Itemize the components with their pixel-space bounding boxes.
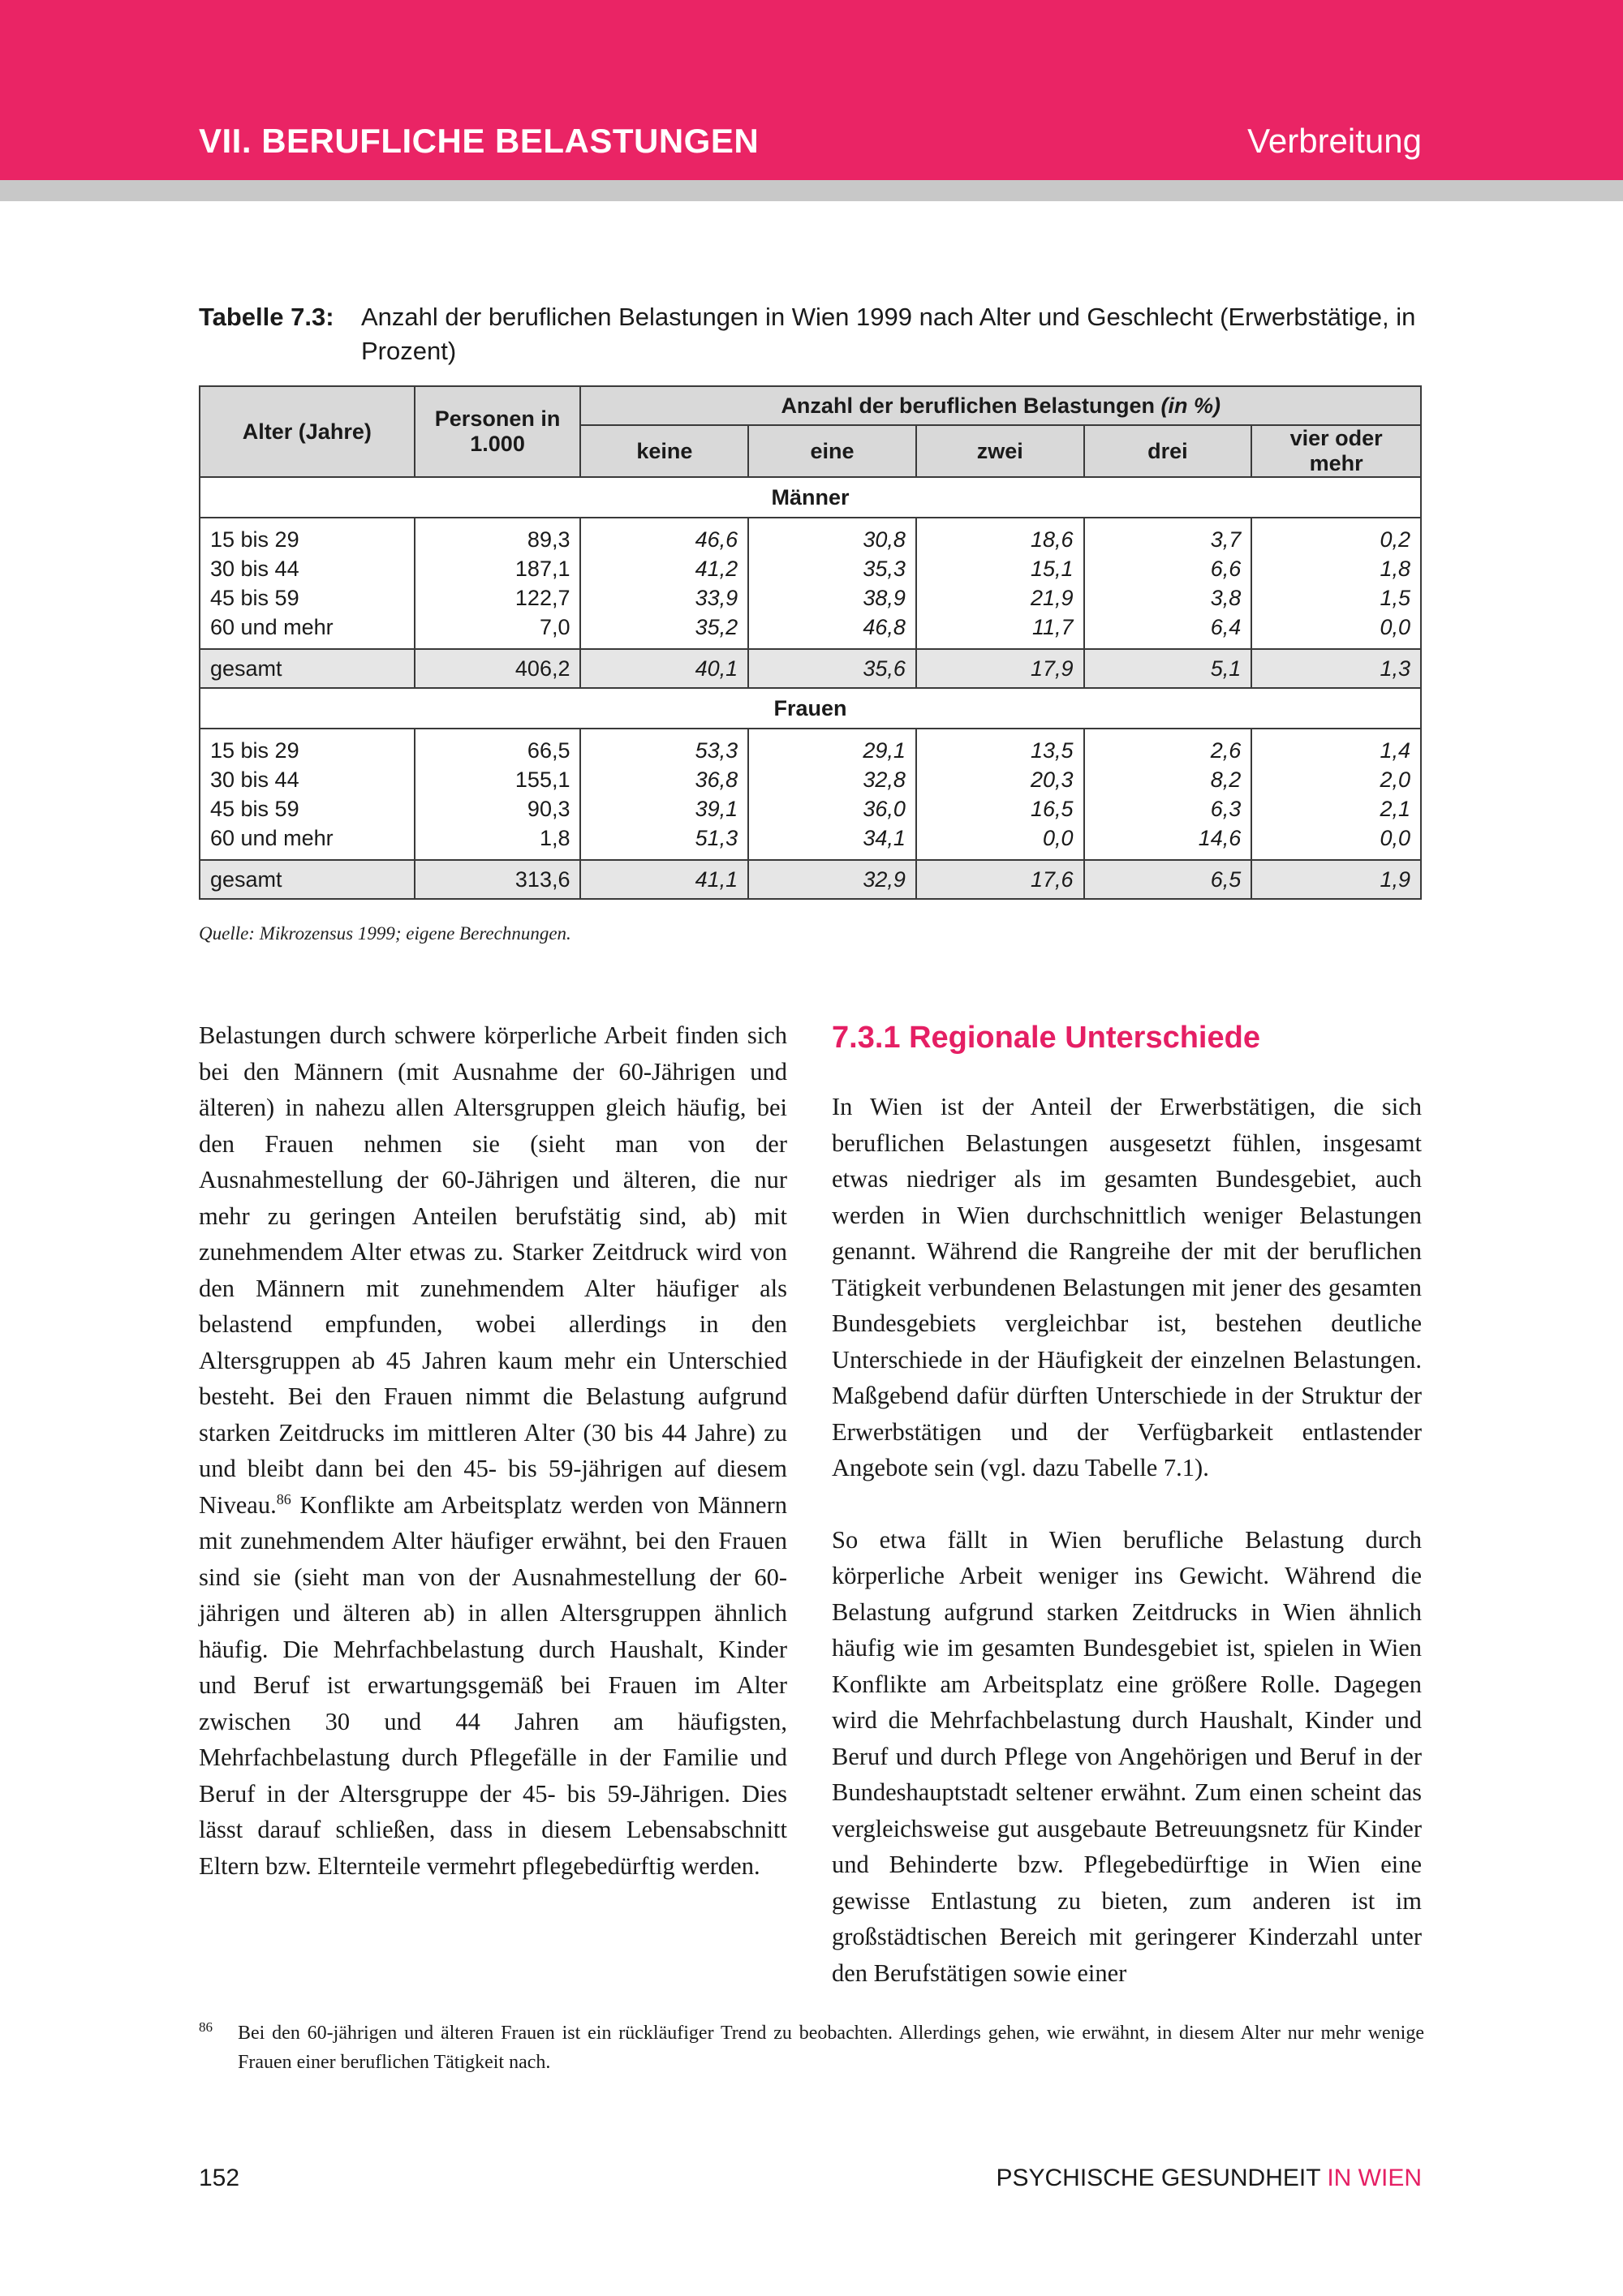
cell-percent: 20,3 [916, 765, 1084, 794]
cell-percent: 1,9 [1251, 860, 1421, 899]
footer-brand-accent: IN WIEN [1327, 2165, 1422, 2191]
cell-persons: 406,2 [415, 649, 581, 688]
cell-percent: 16,5 [916, 794, 1084, 823]
cell-percent: 36,0 [748, 794, 916, 823]
cell-percent: 51,3 [580, 823, 748, 860]
cell-percent: 11,7 [916, 613, 1084, 649]
cell-age: 15 bis 29 [200, 729, 415, 765]
section-heading: 7.3.1 Regionale Unterschiede [832, 1021, 1260, 1055]
cell-percent: 1,5 [1251, 583, 1421, 613]
table-row [200, 583, 1421, 613]
cell-percent: 6,4 [1084, 613, 1252, 649]
chapter-title: VII. BERUFLICHE BELASTUNGEN [199, 122, 760, 160]
table-row [200, 823, 1421, 860]
cell-percent: 0,2 [1251, 518, 1421, 554]
table-label: Tabelle 7.3: [199, 303, 334, 331]
cell-percent: 6,5 [1084, 860, 1252, 899]
col-header-keine: keine [580, 425, 748, 477]
cell-percent: 35,3 [748, 554, 916, 583]
cell-percent: 18,6 [916, 518, 1084, 554]
body-paragraph-left [199, 1017, 787, 1884]
cell-percent: 41,2 [580, 554, 748, 583]
group-row [200, 477, 1421, 518]
cell-percent: 29,1 [748, 729, 916, 765]
cell-persons: 313,6 [415, 860, 581, 899]
cell-percent: 40,1 [580, 649, 748, 688]
total-row [200, 860, 1421, 899]
col-header-zwei: zwei [916, 425, 1084, 477]
footnote-text: Bei den 60-jährigen und älteren Frauen ist ein rückläufiger Trend zu beobachten. Allerdings gehen, wie erwähnt, in diesem Alter nur mehr wenige Frauen einer beruflichen Tätigkeit nach. [238, 2023, 1424, 2073]
table-row [200, 765, 1421, 794]
body-column-right [832, 1017, 1422, 2027]
group-label: Männer [200, 477, 1421, 518]
cell-age: 15 bis 29 [200, 518, 415, 554]
cell-percent: 32,8 [748, 765, 916, 794]
body-column-left [199, 1017, 787, 1884]
cell-percent: 5,1 [1084, 649, 1252, 688]
cell-age: gesamt [200, 860, 415, 899]
footer-brand-main: PSYCHISCHE GESUNDHEIT [996, 2165, 1328, 2191]
cell-persons: 155,1 [415, 765, 581, 794]
cell-percent: 6,3 [1084, 794, 1252, 823]
cell-percent: 17,9 [916, 649, 1084, 688]
col-header-eine: eine [748, 425, 916, 477]
cell-percent: 46,6 [580, 518, 748, 554]
cell-percent: 3,7 [1084, 518, 1252, 554]
col-header-drei: drei [1084, 425, 1252, 477]
cell-percent: 2,6 [1084, 729, 1252, 765]
cell-percent: 8,2 [1084, 765, 1252, 794]
cell-percent: 36,8 [580, 765, 748, 794]
cell-percent: 3,8 [1084, 583, 1252, 613]
col-header-group-prefix: Anzahl der beruflichen Belastungen [781, 393, 1156, 418]
header-divider [0, 180, 1623, 201]
group-row [200, 688, 1421, 729]
cell-percent: 33,9 [580, 583, 748, 613]
page-number: 152 [199, 2165, 240, 2191]
cell-age: 60 und mehr [200, 823, 415, 860]
cell-percent: 38,9 [748, 583, 916, 613]
col-header-group [580, 386, 1421, 425]
cell-age: 45 bis 59 [200, 583, 415, 613]
stats-table [199, 385, 1422, 900]
group-label: Frauen [200, 688, 1421, 729]
cell-age: 45 bis 59 [200, 794, 415, 823]
cell-persons: 89,3 [415, 518, 581, 554]
cell-percent: 2,0 [1251, 765, 1421, 794]
cell-percent: 21,9 [916, 583, 1084, 613]
col-header-age: Alter (Jahre) [200, 386, 415, 477]
cell-percent: 0,0 [1251, 823, 1421, 860]
col-header-vier-oder-mehr: vier oder mehr [1251, 425, 1421, 477]
cell-persons: 187,1 [415, 554, 581, 583]
cell-percent: 41,1 [580, 860, 748, 899]
footnote-ref[interactable]: 86 [276, 1490, 291, 1507]
table-row [200, 518, 1421, 554]
cell-percent: 17,6 [916, 860, 1084, 899]
cell-percent: 13,5 [916, 729, 1084, 765]
cell-percent: 39,1 [580, 794, 748, 823]
cell-percent: 30,8 [748, 518, 916, 554]
total-row [200, 649, 1421, 688]
cell-persons: 1,8 [415, 823, 581, 860]
cell-percent: 35,2 [580, 613, 748, 649]
section-label: Verbreitung [1247, 122, 1422, 160]
cell-percent: 2,1 [1251, 794, 1421, 823]
cell-percent: 0,0 [916, 823, 1084, 860]
table-row [200, 794, 1421, 823]
table-row [200, 554, 1421, 583]
footer-brand [996, 2165, 1422, 2192]
cell-percent: 15,1 [916, 554, 1084, 583]
body-text: Belastungen durch schwere körperliche Arbeit finden sich bei den Männern (mit Ausnahme der 60-Jährigen und älteren) in nahezu allen Altersgruppen gleich häufig, bei den Frauen nehmen sie (sieht man von der Ausnahmestellung der 60-Jährigen und älteren, die nur mehr zu geringen Anteilen berufstätig sind, ab) mit zunehmendem Alter etwas zu. Starker Zeitdruck wird von den Männern mit zunehmendem Alter häufiger als belastend empfunden, wobei allerdings in den Altersgruppen ab 45 Jahren kaum mehr ein Unterschied besteht. Bei den Frauen nimmt die Belastung aufgrund starken Zeitdrucks im mittleren Alter (30 bis 44 Jahre) zu und bleibt dann bei den 45- bis 59-jährigen auf diesem Niveau. [199, 1021, 787, 1519]
cell-percent: 14,6 [1084, 823, 1252, 860]
cell-percent: 34,1 [748, 823, 916, 860]
table-caption [199, 300, 1424, 368]
cell-percent: 35,6 [748, 649, 916, 688]
cell-percent: 53,3 [580, 729, 748, 765]
cell-persons: 7,0 [415, 613, 581, 649]
footnote [199, 2019, 1424, 2077]
body-text: Konflikte am Arbeitsplatz werden von Männern mit zunehmendem Alter häufiger erwähnt, bei den Frauen sind sie (sieht man von der Ausnahmestellung der 60-jährigen und älteren ab) in allen Altersgruppen ähnlich häufig. Die Mehrfachbelastung durch Haushalt, Kinder und Beruf ist erwartungsgemäß bei Frauen im Alter zwischen 30 und 44 Jahren am häufigsten, Mehrfachbelastung durch Pflegefälle in der Familie und Beruf in der Altersgruppe der 45- bis 59-Jährigen. Dies lässt darauf schließen, dass in diesem Lebensabschnitt Eltern bzw. Elternteile vermehrt pflegebedürftig werden. [199, 1490, 787, 1880]
body-paragraph-right-1: In Wien ist der Anteil der Erwerbstätigen, die sich beruflichen Belastungen ausgesetzt fühlen, insgesamt etwas niedriger als im gesamten Bundesgebiet, auch werden in Wien durchschnittlich weniger Belastungen genannt. Während die Rangreihe der mit der beruflichen Tätigkeit verbundenen Belastungen mit jener des gesamten Bundesgebiets vergleichbar ist, bestehen deutliche Unterschiede in der Häufigkeit der einzelnen Belastungen. Maßgebend dafür dürften Unterschiede in der Struktur der Erwerbstätigen und der Verfügbarkeit entlastender Angebote sein (vgl. dazu Tabelle 7.1). [832, 1093, 1422, 1481]
table-row [200, 729, 1421, 765]
cell-persons: 66,5 [415, 729, 581, 765]
footnote-number: 86 [199, 2019, 213, 2035]
cell-percent: 1,4 [1251, 729, 1421, 765]
body-paragraph-right-2: So etwa fällt in Wien berufliche Belastung durch körperliche Arbeit weniger ins Gewicht. Während die Belastung aufgrund starken Zeitdrucks in Wien ähnlich häufig wie im gesamten Bundesgebiet ist, spielen in Wien Konflikte am Arbeitsplatz eine größere Rolle. Dagegen wird die Mehrfachbelastung durch Haushalt, Kinder und Beruf und durch Pflege von Angehörigen und Beruf in der Bundeshauptstadt seltener erwähnt. Zum einen scheint das vergleichsweise gut ausgebaute Betreuungsnetz für Kinder und Behinderte bzw. Pflegebedürftige in Wien eine gewisse Entlastung zu bieten, zum anderen ist im großstädtischen Bereich mit geringerer Kinderzahl unter den Berufstätigen sowie einer [832, 1525, 1422, 1987]
table-row [200, 613, 1421, 649]
col-header-group-unit: (in %) [1160, 393, 1221, 418]
cell-age: 30 bis 44 [200, 765, 415, 794]
cell-age: 30 bis 44 [200, 554, 415, 583]
col-header-persons: Personen in 1.000 [415, 386, 581, 477]
cell-percent: 32,9 [748, 860, 916, 899]
cell-percent: 6,6 [1084, 554, 1252, 583]
cell-percent: 1,3 [1251, 649, 1421, 688]
cell-age: gesamt [200, 649, 415, 688]
cell-persons: 122,7 [415, 583, 581, 613]
cell-persons: 90,3 [415, 794, 581, 823]
table-caption-text: Anzahl der beruflichen Belastungen in Wien 1999 nach Alter und Geschlecht (Erwerbstätige, in Prozent) [361, 303, 1416, 365]
cell-percent: 0,0 [1251, 613, 1421, 649]
table-source: Quelle: Mikrozensus 1999; eigene Berechnungen. [199, 923, 571, 944]
cell-percent: 46,8 [748, 613, 916, 649]
cell-age: 60 und mehr [200, 613, 415, 649]
cell-percent: 1,8 [1251, 554, 1421, 583]
